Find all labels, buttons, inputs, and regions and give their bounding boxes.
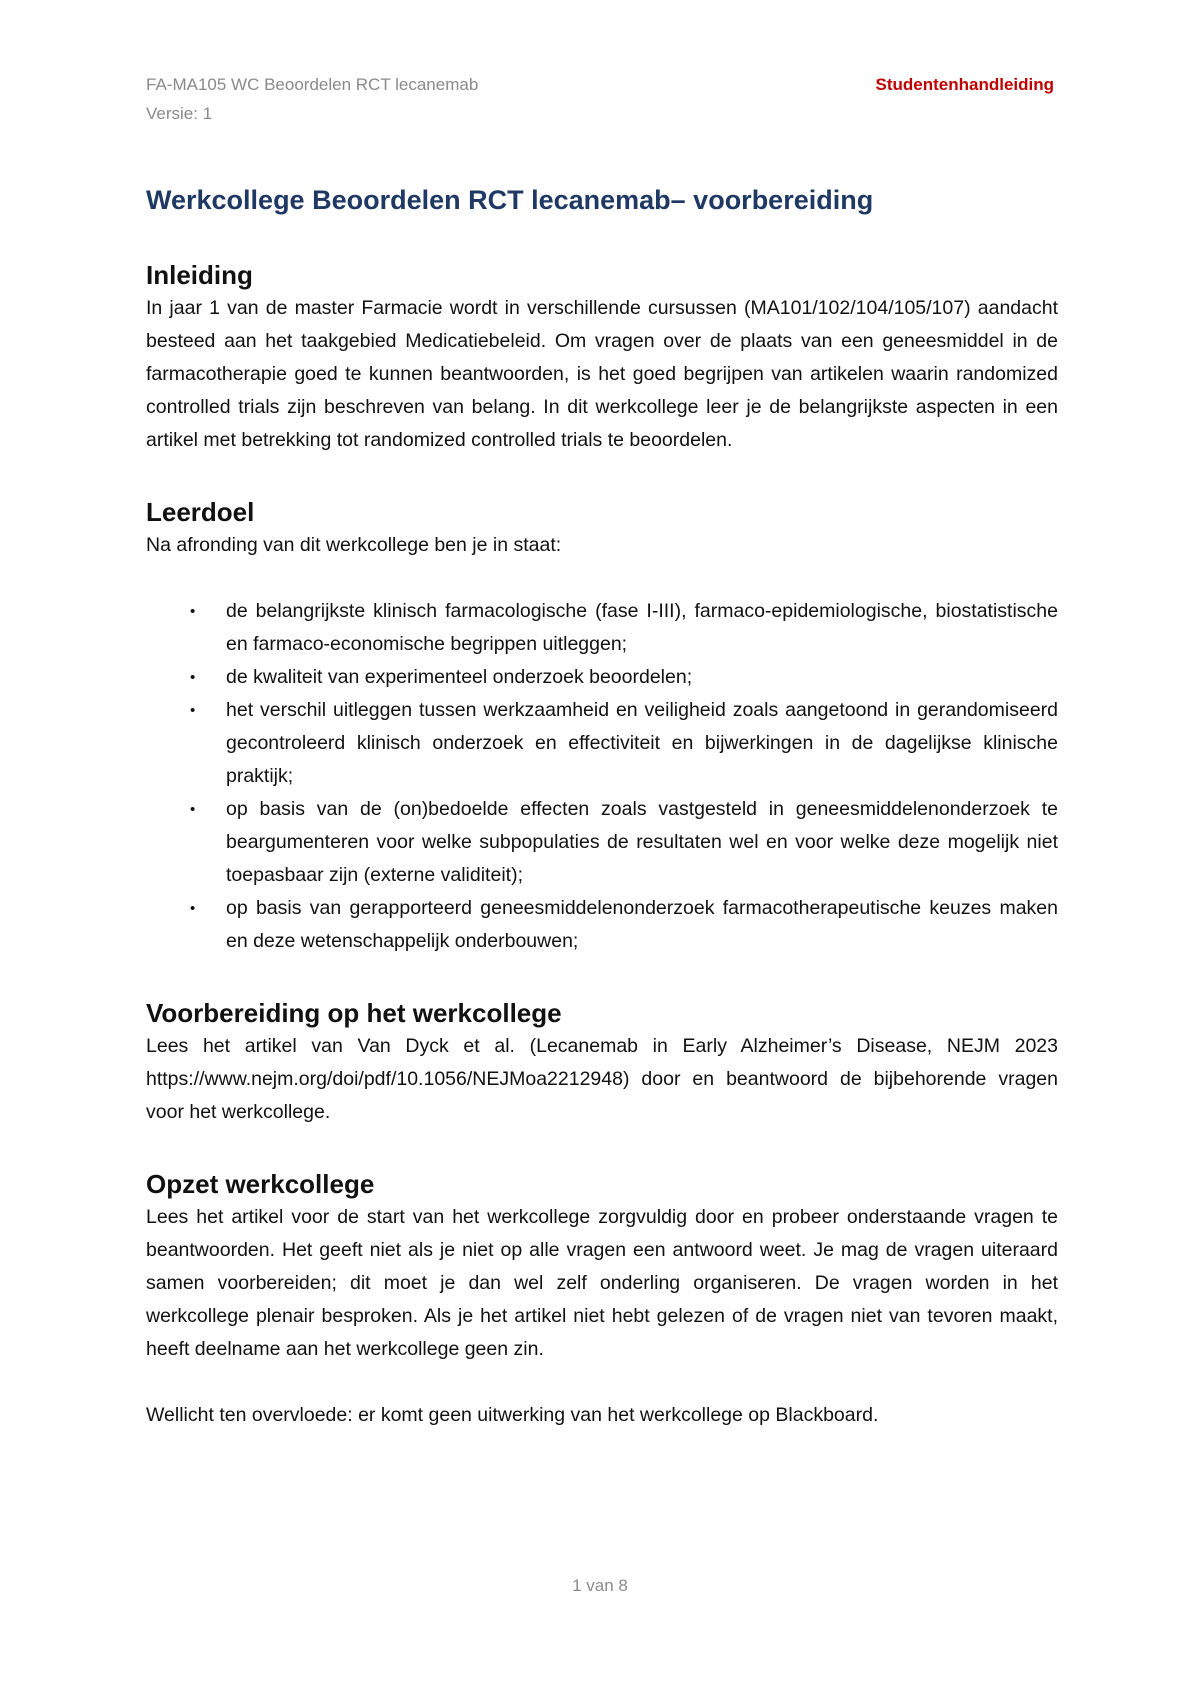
list-item-text: de belangrijkste klinisch farmacologische (fase I-III), farmaco-epidemiologische, biostatistische en farmaco-economische begrippen uitleggen; [226,600,1058,655]
bullet-icon: • [190,900,196,917]
bullet-icon: • [190,801,196,818]
bullet-icon: • [190,669,196,686]
list-item [146,595,1058,661]
list-item-text: het verschil uitleggen tussen werkzaamheid en veiligheid zoals aangetoond in gerandomiseerd gecontroleerd klinisch onderzoek en effectiviteit en bijwerkingen in de dagelijkse klinische praktijk; [226,699,1058,787]
learning-goals-list [146,595,1058,958]
page-number: 1 van 8 [572,1576,628,1595]
list-item [146,661,1058,694]
list-item-text: op basis van gerapporteerd geneesmiddelenonderzoek farmacotherapeutische keuzes maken en deze wetenschappelijk onderbouwen; [226,897,1058,952]
document-body [146,180,1058,1432]
list-item [146,892,1058,958]
section-heading-opzet: Opzet werkcollege [146,1169,375,1199]
section-heading-leerdoel: Leerdoel [146,497,255,527]
list-item-text: de kwaliteit van experimenteel onderzoek beoordelen; [226,666,693,688]
opzet-note: Wellicht ten overvloede: er komt geen uitwerking van het werkcollege op Blackboard. [146,1404,879,1426]
version-label: Versie: 1 [146,104,213,123]
list-item [146,694,1058,793]
document-type-label: Studentenhandleiding [875,75,1054,94]
bullet-icon: • [190,702,196,719]
list-item-text: op basis van de (on)bedoelde effecten zoals vastgesteld in geneesmiddelenonderzoek te beargumenteren voor welke subpopulaties de resultaten wel en voor welke deze mogelijk niet toepasbaar zijn (externe validiteit); [226,798,1058,886]
list-item [146,793,1058,892]
leerdoel-intro: Na afronding van dit werkcollege ben je in staat: [146,534,562,556]
bullet-icon: • [190,603,196,620]
page-title: Werkcollege Beoordelen RCT lecanemab– voorbereiding [146,185,874,215]
voorbereiding-paragraph: Lees het artikel van Van Dyck et al. (Lecanemab in Early Alzheimer’s Disease, NEJM 2023 https://www.nejm.org/doi/pdf/10.1056/NEJMoa2212948) door en beantwoord de bijbehorende vragen voor het werkcollege. [146,1035,1058,1123]
page-header-left [146,70,478,128]
inleiding-paragraph: In jaar 1 van de master Farmacie wordt in verschillende cursussen (MA101/102/104/105/107) aandacht besteed aan het taakgebied Medicatiebeleid. Om vragen over de plaats van een geneesmiddel in de farmacotherapie goed te kunnen beantwoorden, is het goed begrijpen van artikelen waarin randomized controlled trials zijn beschreven van belang. In dit werkcollege leer je de belangrijkste aspecten in een artikel met betrekking tot randomized controlled trials te beoordelen. [146,297,1058,451]
section-heading-inleiding: Inleiding [146,260,253,290]
course-code: FA-MA105 WC Beoordelen RCT lecanemab [146,75,479,94]
section-heading-voorbereiding: Voorbereiding op het werkcollege [146,998,562,1028]
opzet-paragraph: Lees het artikel voor de start van het werkcollege zorgvuldig door en probeer onderstaande vragen te beantwoorden. Het geeft niet als je niet op alle vragen een antwoord weet. Je mag de vragen uiteraard samen voorbereiden; dit moet je dan wel zelf onderling organiseren. De vragen worden in het werkcollege plenair besproken. Als je het artikel niet hebt gelezen of de vragen niet van tevoren maakt, heeft deelname aan het werkcollege geen zin. [146,1206,1058,1360]
